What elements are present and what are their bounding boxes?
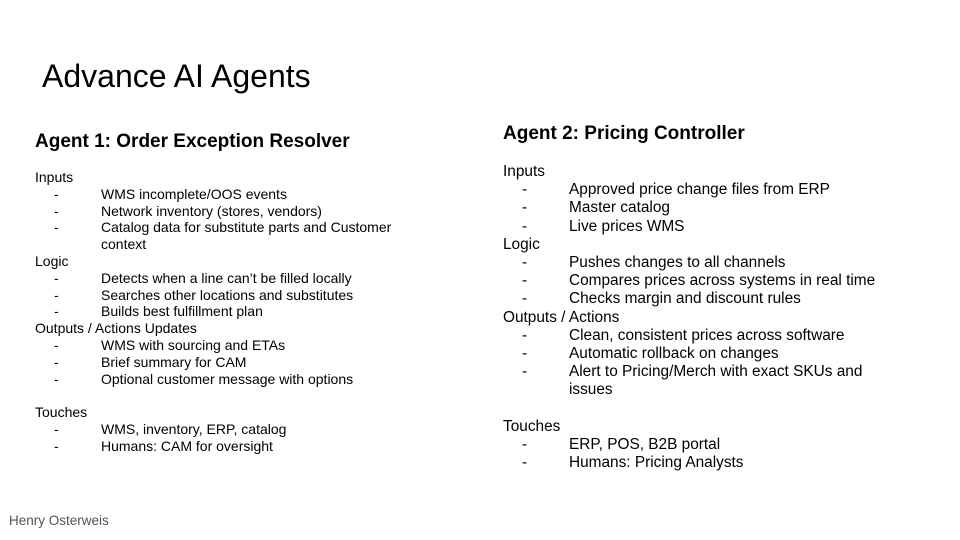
bullet-text: Optional customer message with options	[101, 370, 354, 387]
list-item	[35, 203, 455, 220]
bullet-dash: -	[522, 345, 528, 363]
bullet-dash: -	[54, 437, 59, 454]
agent2-logic-list	[503, 254, 943, 309]
agent2-column	[503, 122, 943, 472]
bullet-dash: -	[54, 269, 59, 286]
agent1-inputs-label: Inputs	[35, 169, 74, 185]
bullet-text: Live prices WMS	[569, 217, 685, 235]
spacer	[35, 387, 455, 404]
bullet-text: Catalog data for substitute parts and Customer context	[101, 219, 392, 253]
bullet-dash: -	[54, 370, 59, 387]
agent1-inputs-list	[35, 186, 455, 253]
agent2-inputs-list	[503, 181, 943, 236]
list-item	[503, 290, 943, 308]
bullet-text: Pushes changes to all channels	[569, 254, 786, 272]
list-item	[35, 438, 455, 455]
bullet-dash: -	[54, 303, 59, 320]
agent1-column	[35, 130, 455, 455]
agent1-outputs-list	[35, 337, 455, 387]
agent2-touches-list	[503, 436, 943, 472]
bullet-text: Searches other locations and substitutes	[101, 286, 354, 303]
bullet-dash: -	[522, 363, 528, 381]
bullet-dash: -	[54, 336, 59, 353]
agent1-touches-label: Touches	[35, 404, 88, 421]
bullet-text: Clean, consistent prices across software	[569, 326, 845, 344]
list-item	[35, 219, 455, 253]
bullet-text: Compares prices across systems in real time	[569, 272, 876, 290]
bullet-text: ERP, POS, B2B portal	[569, 436, 721, 454]
list-item	[35, 337, 455, 354]
list-item	[503, 218, 943, 236]
agent2-outputs-label: Outputs / Actions	[503, 308, 620, 326]
list-item	[503, 199, 943, 217]
bullet-text: Automatic rollback on changes	[569, 345, 779, 363]
list-item	[503, 181, 943, 199]
bullet-text: Humans: CAM for oversight	[101, 437, 273, 454]
list-item	[503, 254, 943, 272]
bullet-dash: -	[522, 217, 528, 235]
bullet-dash: -	[522, 326, 528, 344]
slide-title: Advance AI Agents	[42, 58, 311, 94]
agent1-logic-list	[35, 270, 455, 320]
bullet-text: Approved price change files from ERP	[569, 181, 830, 199]
bullet-dash: -	[522, 181, 528, 199]
bullet-dash: -	[522, 454, 528, 472]
list-item	[35, 287, 455, 304]
bullet-text: Checks margin and discount rules	[569, 290, 801, 308]
bullet-dash: -	[54, 353, 59, 370]
agent1-outputs-label: Outputs / Actions Updates	[35, 320, 197, 337]
list-item	[35, 186, 455, 203]
bullet-dash: -	[522, 290, 528, 308]
bullet-text: Master catalog	[569, 199, 670, 217]
bullet-dash: -	[54, 286, 59, 303]
list-item	[503, 454, 943, 472]
list-item	[35, 303, 455, 320]
bullet-text: Detects when a line can’t be filled locally	[101, 269, 352, 286]
list-item	[503, 363, 943, 399]
bullet-dash: -	[522, 272, 528, 290]
agent2-outputs-list	[503, 327, 943, 400]
bullet-text: Brief summary for CAM	[101, 353, 247, 370]
agent2-inputs-label: Inputs	[503, 163, 545, 180]
agent2-touches-label: Touches	[503, 417, 561, 435]
spacer	[503, 400, 943, 418]
bullet-text: WMS with sourcing and ETAs	[101, 336, 286, 353]
bullet-dash: -	[522, 199, 528, 217]
bullet-text: Alert to Pricing/Merch with exact SKUs and issues	[569, 363, 863, 399]
list-item	[503, 436, 943, 454]
bullet-text: Network inventory (stores, vendors)	[101, 202, 322, 219]
bullet-dash: -	[522, 436, 528, 454]
agent2-logic-label: Logic	[503, 235, 540, 253]
bullet-text: WMS incomplete/OOS events	[101, 185, 287, 202]
list-item	[503, 272, 943, 290]
bullet-text: Humans: Pricing Analysts	[569, 454, 744, 472]
list-item	[35, 270, 455, 287]
bullet-dash: -	[54, 185, 59, 202]
bullet-dash: -	[54, 219, 59, 236]
bullet-dash: -	[54, 202, 59, 219]
agent1-touches-list	[35, 421, 455, 455]
bullet-dash: -	[54, 420, 59, 437]
list-item	[503, 327, 943, 345]
bullet-dash: -	[522, 254, 528, 272]
list-item	[35, 371, 455, 388]
bullet-text: WMS, inventory, ERP, catalog	[101, 420, 287, 437]
agent2-heading: Agent 2: Pricing Controller	[503, 123, 745, 144]
agent1-heading: Agent 1: Order Exception Resolver	[35, 131, 350, 152]
agent1-logic-label: Logic	[35, 252, 69, 269]
list-item	[503, 345, 943, 363]
list-item	[35, 421, 455, 438]
footer-author: Henry Osterweis	[9, 513, 109, 528]
bullet-text: Builds best fulfillment plan	[101, 303, 263, 320]
list-item	[35, 354, 455, 371]
